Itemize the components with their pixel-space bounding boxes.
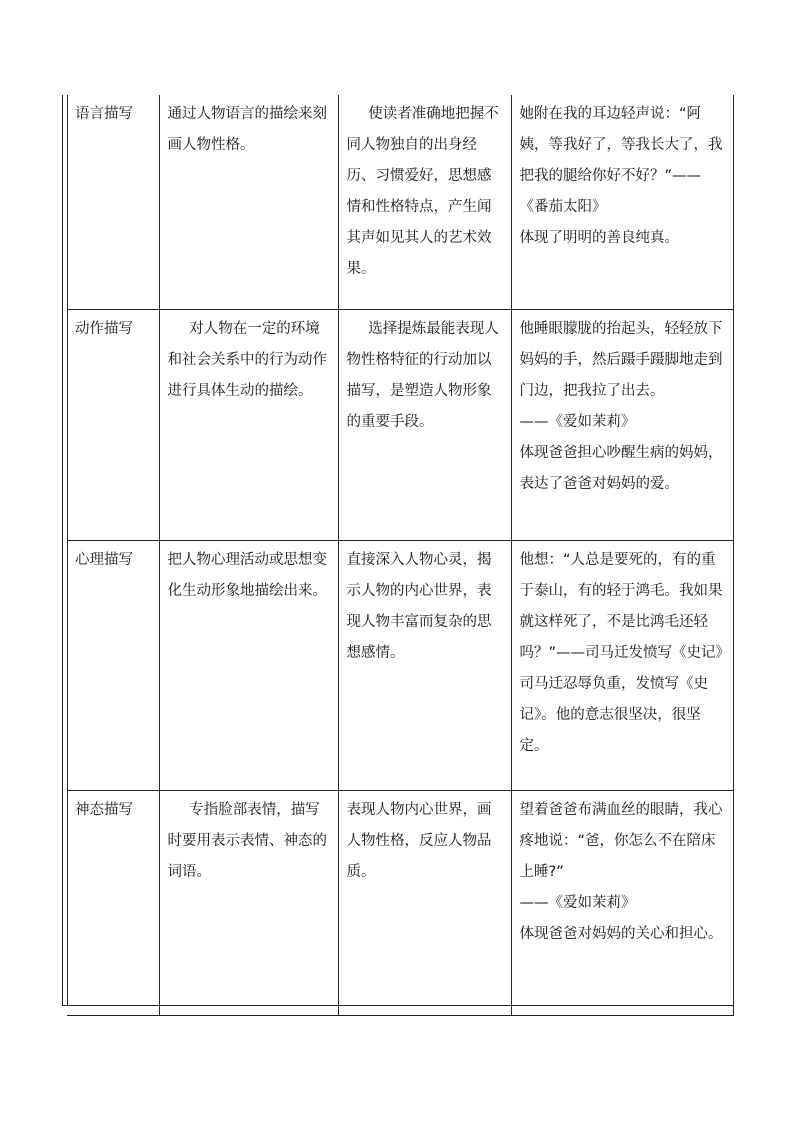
- type-label: 语言描写: [75, 106, 133, 122]
- effect-text: 表现人物内心世界，画人物性格，反应人物品质。: [346, 802, 492, 880]
- effect-text: 选择提炼最能表现人物性格特征的行动加以描写，是塑造人物形象的重要手段。: [346, 321, 499, 430]
- source-text: ——《爱如茉莉》: [519, 414, 636, 430]
- type-cell: [67, 541, 159, 791]
- table-row: [67, 541, 733, 791]
- definition-text: 专指脸部表情，描写时要用表示表情、神态的词语。: [167, 802, 327, 880]
- table-row: [67, 791, 733, 1016]
- effect-cell: [338, 541, 511, 791]
- analysis-text: 体现了明明的善良纯真。: [519, 230, 679, 246]
- effect-cell: [338, 310, 511, 541]
- example-cell: [511, 791, 733, 1016]
- definition-text: 对人物在一定的环境和社会关系中的行为动作进行具体生动的描绘。: [167, 321, 327, 399]
- type-label: 动作描写: [75, 321, 133, 337]
- definition-cell: [159, 791, 338, 1016]
- definition-cell: [159, 95, 338, 310]
- effect-text: 使读者准确地把握不同人物独自的出身经历、习惯爱好，思想感情和性格特点，产生闻其声如见其人的艺术效果。: [346, 106, 499, 277]
- example-text: 他睡眼朦胧的抬起头，轻轻放下妈妈的手，然后蹑手蹑脚地走到门边，把我拉了出去。: [519, 321, 723, 399]
- description-methods-table: [67, 95, 734, 1016]
- source-text: ——《爱如茉莉》: [519, 895, 636, 911]
- effect-text: 直接深入人物心灵，揭示人物的内心世界，表现人物丰富而复杂的思想感情。: [346, 552, 492, 661]
- example-text: 望着爸爸布满血丝的眼睛，我心疼地说：“爸，你怎么不在陪床上睡?”: [519, 802, 723, 880]
- example-cell: [511, 541, 733, 791]
- example-cell: [511, 95, 733, 310]
- table-row: [67, 310, 733, 541]
- definition-text: 把人物心理活动或思想变化生动形象地描绘出来。: [167, 552, 327, 599]
- definition-cell: [159, 541, 338, 791]
- definition-text: 通过人物语言的描绘来刻画人物性格。: [167, 106, 327, 153]
- type-label: 心理描写: [75, 552, 133, 568]
- example-text: 他想：“人总是要死的，有的重于泰山，有的轻于鸿毛。我如果就这样死了，不是比鸿毛还轻吗？”——司马迁发愤写《史记》: [519, 552, 731, 661]
- analysis-text: 司马迁忍辱负重，发愤写《史记》。他的意志很坚决，很坚定。: [519, 676, 708, 754]
- example-text: 她附在我的耳边轻声说：“阿姨，等我好了，等我长大了，我把我的腿给你好不好？”——《番茄太阳》: [519, 106, 723, 215]
- type-label: 神态描写: [75, 802, 133, 818]
- example-cell: [511, 310, 733, 541]
- type-cell: [67, 95, 159, 310]
- type-cell: [67, 791, 159, 1016]
- type-cell: [67, 310, 159, 541]
- definition-cell: [159, 310, 338, 541]
- table-row: [67, 95, 733, 310]
- analysis-text: 体现爸爸对妈妈的关心和担心。: [519, 926, 723, 942]
- effect-cell: [338, 791, 511, 1016]
- effect-cell: [338, 95, 511, 310]
- left-border-line: [62, 95, 63, 1006]
- analysis-text: 体现爸爸担心吵醒生病的妈妈，表达了爸爸对妈妈的爱。: [519, 445, 723, 492]
